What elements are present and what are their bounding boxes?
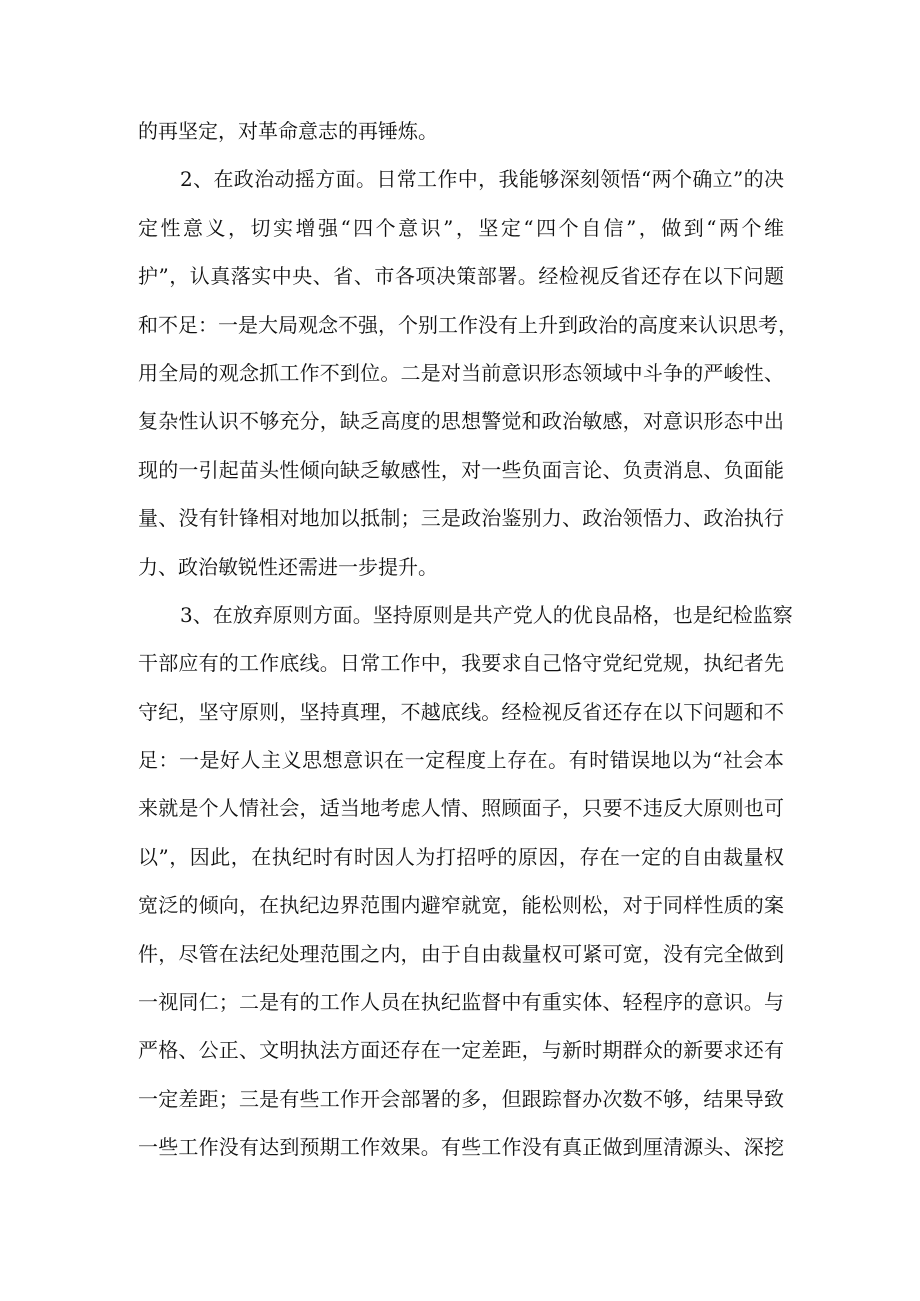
text-line: 护”，认真落实中央、省、市各项决策部署。经检视反省还存在以下问题 [138,264,784,289]
text-line: 件，尽管在法纪处理范围之内，由于自由裁量权可紧可宽，没有完全做到 [138,941,784,966]
text-line: 干部应有的工作底线。日常工作中，我要求自己恪守党纪党规，执纪者先 [138,651,784,676]
text-line: 以”，因此，在执纪时有时因人为打招呼的原因，存在一定的自由裁量权 [138,844,784,869]
text-line: 用全局的观念抓工作不到位。二是对当前意识形态领域中斗争的严峻性、 [138,360,784,385]
paragraph-2-first-line: 2、在政治动摇方面。日常工作中，我能够深刻领悟“两个确立”的决 [180,167,784,192]
text-line: 宽泛的倾向，在执纪边界范围内避窄就宽，能松则松，对于同样性质的案 [138,893,784,918]
paragraph-3-first-line: 3、在放弃原则方面。坚持原则是共产党人的优良品格，也是纪检监察 [180,602,793,627]
text-line: 来就是个人情社会，适当地考虑人情、照顾面子，只要不违反大原则也可 [138,796,784,821]
text-line: 严格、公正、文明执法方面还存在一定差距，与新时期群众的新要求还有 [138,1038,784,1063]
text-line: 一些工作没有达到预期工作效果。有些工作没有真正做到厘清源头、深挖 [138,1135,784,1160]
text-line: 现的一引起苗头性倾向缺乏敏感性，对一些负面言论、负责消息、负面能 [138,457,784,482]
text-line: 力、政治敏锐性还需进一步提升。 [138,554,438,579]
text-line: 复杂性认识不够充分，缺乏高度的思想警觉和政治敏感，对意识形态中出 [138,409,784,434]
text-line: 一定差距；三是有些工作开会部署的多，但跟踪督办次数不够，结果导致 [138,1086,784,1111]
text-line: 定性意义，切实增强“四个意识”，坚定“四个自信”，做到“两个维 [138,215,784,240]
text-line: 的再坚定，对革命意志的再锤炼。 [138,119,438,143]
text-line: 一视同仁；二是有的工作人员在执纪监督中有重实体、轻程序的意识。与 [138,990,784,1015]
document-body [138,114,798,1179]
text-line: 量、没有针锋相对地加以抵制；三是政治鉴别力、政治领悟力、政治执行 [138,506,784,531]
text-line: 守纪，坚守原则，坚持真理，不越底线。经检视反省还存在以下问题和不 [138,699,784,724]
text-line: 和不足：一是大局观念不强，个别工作没有上升到政治的高度来认识思考， [138,312,798,337]
text-line: 足：一是好人主义思想意识在一定程度上存在。有时错误地以为“社会本 [138,748,784,773]
